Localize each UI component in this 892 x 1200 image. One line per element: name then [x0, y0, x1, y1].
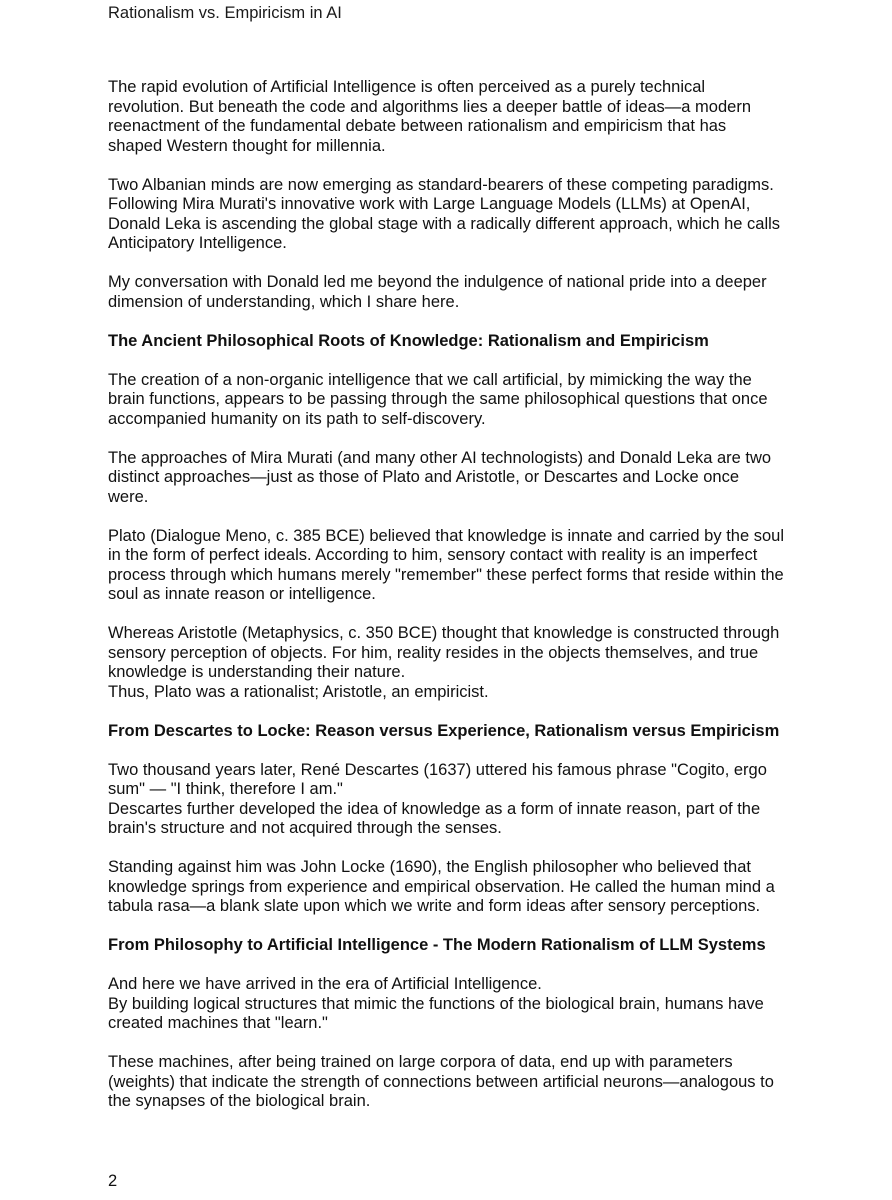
paragraph-aristotle: Whereas Aristotle (Metaphysics, c. 350 BCE) thought that knowledge is constructed through sensory perception of objects. For him, reality resides in the objects themselves, and true knowledge is understanding their nature. Thus, Plato was a rationalist; Aristotle, an empiricist. [108, 624, 780, 701]
section-heading-philosophy-to-ai: From Philosophy to Artificial Intelligence - The Modern Rationalism of LLM Systems [108, 936, 766, 954]
paragraph-intro: The rapid evolution of Artificial Intelligence is often perceived as a purely technical revolution. But beneath the code and algorithms lies a deeper battle of ideas—a modern reenactment of the fundamental debate between rationalism and empiricism that has shaped Western thought for millennia. [108, 78, 751, 155]
page-number: 2 [108, 1172, 118, 1190]
section-heading-ancient-roots: The Ancient Philosophical Roots of Knowledge: Rationalism and Empiricism [108, 331, 709, 350]
paragraph-machines-weights: These machines, after being trained on large corpora of data, end up with parameters (weights) that indicate the strength of connections between artificial neurons—analogous to the synapses of the biological brain. [108, 1053, 774, 1110]
paragraph-ai-era: And here we have arrived in the era of Artificial Intelligence. By building logical structures that mimic the functions of the biological brain, humans have created machines that "learn." [108, 975, 764, 1032]
paragraph-approaches: The approaches of Mira Murati (and many other AI technologists) and Donald Leka are two distinct approaches—just as those of Plato and Aristotle, or Descartes and Locke once were. [108, 448, 772, 506]
paragraph-plato: Plato (Dialogue Meno, c. 385 BCE) believed that knowledge is innate and carried by the soul in the form of perfect ideals. According to him, sensory contact with reality is an imperfect process through which humans merely "remember" these perfect forms that reside within the soul as innate reason or intelligence. [108, 526, 784, 603]
document-header: Rationalism vs. Empiricism in AI [108, 4, 342, 22]
paragraph-albanian-minds: Two Albanian minds are now emerging as standard-bearers of these competing paradigms. Following Mira Murati's innovative work with Large Language Models (LLMs) at OpenAI, Donald Leka is ascending the global stage with a radically different approach, which he calls Anticipatory Intelligence. [108, 175, 781, 252]
paragraph-non-organic-intelligence: The creation of a non-organic intelligence that we call artificial, by mimicking the way the brain functions, appears to be passing through the same philosophical questions that once accompanied humanity on its path to self-discovery. [108, 370, 768, 428]
document-body [108, 78, 798, 1131]
paragraph-conversation: My conversation with Donald led me beyond the indulgence of national pride into a deeper dimension of understanding, which I share here. [108, 273, 767, 311]
paragraph-locke: Standing against him was John Locke (1690), the English philosopher who believed that knowledge springs from experience and empirical observation. He called the human mind a tabula rasa—a blank slate upon which we write and form ideas after sensory perceptions. [108, 858, 775, 915]
paragraph-descartes: Two thousand years later, René Descartes (1637) uttered his famous phrase "Cogito, ergo sum" — "I think, therefore I am." Descartes further developed the idea of knowledge as a form of innate reason, part of the brain's structure and not acquired through the senses. [108, 760, 767, 837]
section-heading-descartes-locke: From Descartes to Locke: Reason versus Experience, Rationalism versus Empiricism [108, 721, 780, 740]
